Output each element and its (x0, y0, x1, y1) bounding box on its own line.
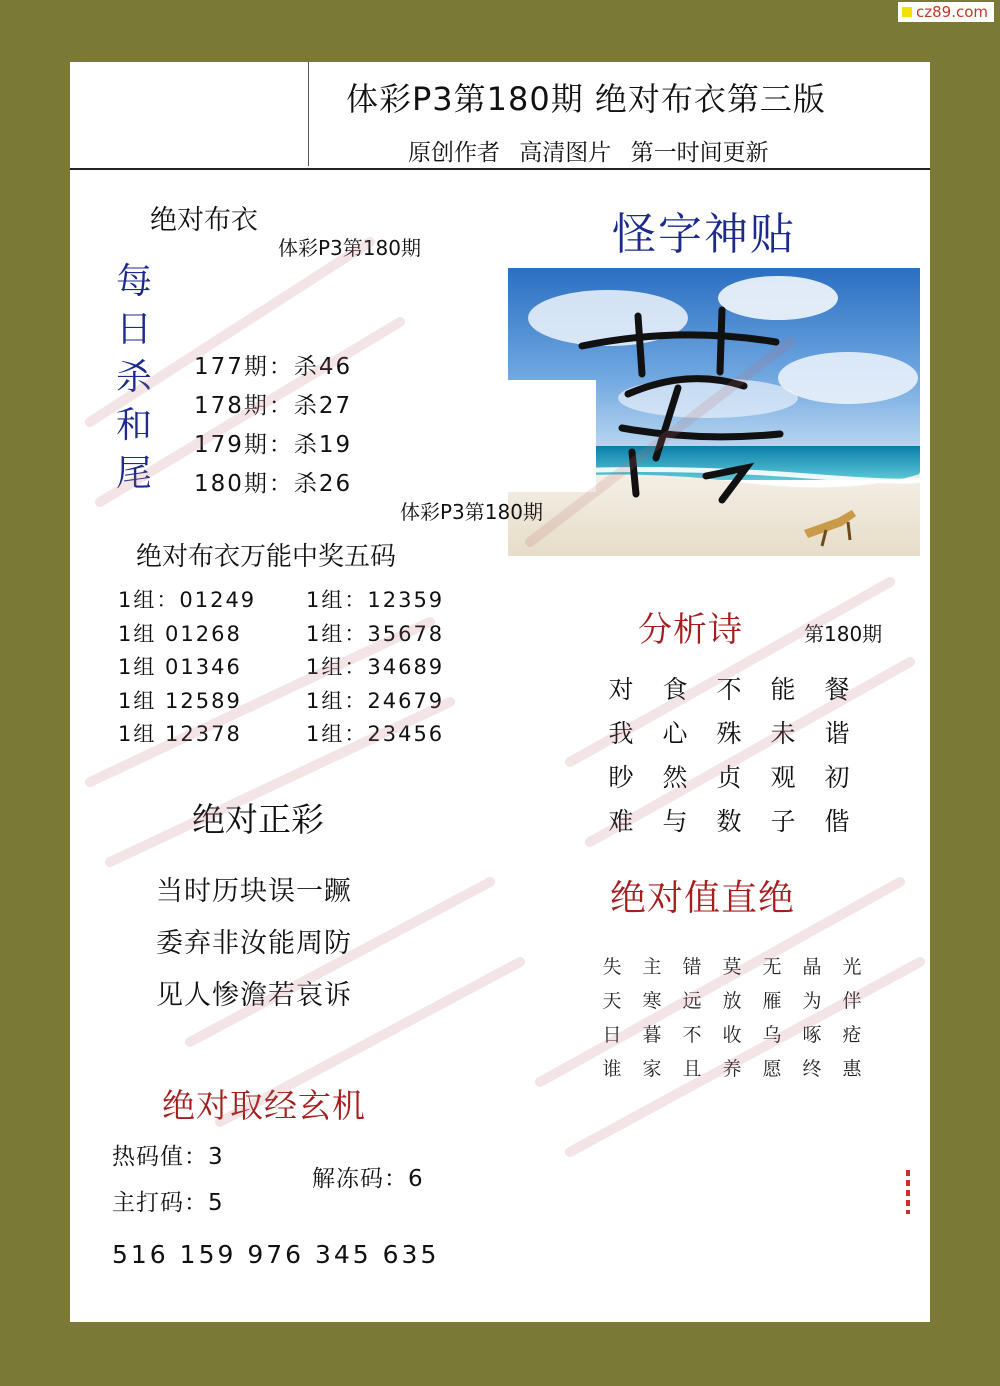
poem-char: 不 (682, 1024, 702, 1046)
poem-char: 能 (770, 675, 796, 704)
unfreeze-code: 解冻码：6 (312, 1166, 424, 1192)
kill-list (194, 348, 352, 504)
analysis-poem-issue: 第180期 (804, 622, 883, 646)
badge-square-icon (902, 7, 912, 17)
poem-char: 食 (662, 675, 688, 704)
qujing-numbers: 516 159 976 345 635 (112, 1240, 440, 1269)
poem-line: 见人惨澹若哀诉 (156, 980, 352, 1011)
poem-char: 偕 (824, 807, 850, 836)
cloud (778, 352, 918, 404)
beach-image (508, 268, 920, 556)
poem-char: 寒 (642, 990, 662, 1012)
poem-char: 眇 (608, 763, 634, 792)
poem-char: 谁 (602, 1058, 622, 1080)
five-code-group: 1组 12378 (118, 722, 242, 746)
poem-char: 暮 (642, 1024, 662, 1046)
five-code-group: 1组：35678 (306, 621, 445, 646)
zhijue-poem-grid (592, 950, 872, 1086)
content-page (70, 62, 930, 1322)
poem-char: 终 (802, 1058, 822, 1080)
poem-char: 初 (824, 763, 850, 792)
poem-char: 养 (722, 1058, 742, 1080)
poem-char: 伴 (842, 990, 862, 1012)
five-code-group: 1组 01346 (118, 655, 242, 679)
kill-section-issue: 体彩P3第180期 (278, 236, 421, 260)
poem-char: 子 (770, 807, 796, 836)
vertical-char: 杀 (115, 357, 152, 398)
vertical-label (114, 258, 154, 498)
kill-row: 177期：杀46 (194, 354, 353, 380)
five-code-right-column (306, 584, 444, 752)
poem-char: 我 (608, 719, 634, 748)
cloud (718, 276, 838, 320)
five-code-group: 1组：24679 (306, 688, 445, 713)
hot-code: 热码值：3 (112, 1144, 224, 1170)
poem-char: 光 (842, 956, 862, 978)
poem-char: 主 (642, 956, 662, 978)
page-title: 体彩P3第180期 绝对布衣第三版 (346, 80, 826, 118)
zhijue-title: 绝对值直绝 (610, 878, 796, 919)
kill-row: 179期：杀19 (194, 432, 353, 458)
poem-line: 当时历块误一蹶 (156, 876, 352, 907)
poem-char: 错 (682, 956, 702, 978)
five-code-group: 1组：01249 (118, 588, 257, 612)
header-divider-tick (308, 62, 309, 166)
poem-char: 餐 (824, 675, 850, 704)
poem-char: 与 (662, 807, 688, 836)
page-subtitle: 原创作者 高清图片 第一时间更新 (408, 140, 769, 166)
zhengcai-poem (156, 866, 352, 1022)
poem-char: 谐 (824, 719, 850, 748)
poem-char: 乌 (762, 1024, 782, 1046)
poem-char: 天 (602, 990, 622, 1012)
poem-char: 无 (762, 956, 782, 978)
poem-char: 且 (682, 1058, 702, 1080)
poem-char: 啄 (802, 1024, 822, 1046)
beach-scene (508, 268, 920, 556)
poem-char: 放 (722, 990, 742, 1012)
five-code-group: 1组：34689 (306, 655, 445, 679)
guaizi-issue: 体彩P3第180期 (400, 500, 543, 524)
vertical-char: 每 (115, 261, 152, 302)
kill-row: 180期：杀26 (194, 471, 353, 497)
zhengcai-title: 绝对正彩 (192, 800, 324, 839)
poem-char: 日 (602, 1024, 622, 1046)
main-code: 主打码：5 (112, 1190, 224, 1216)
poem-char: 对 (608, 675, 634, 704)
kill-row: 178期：杀27 (194, 393, 353, 419)
vertical-char: 日 (115, 309, 152, 350)
poem-char: 家 (642, 1058, 662, 1080)
vertical-char: 和 (115, 405, 152, 446)
red-dashed-marker (906, 1170, 910, 1214)
poem-char: 雁 (762, 990, 782, 1012)
site-badge[interactable] (898, 2, 994, 22)
poem-char: 不 (716, 675, 742, 704)
five-code-group: 1组 01268 (118, 621, 242, 646)
white-patch (508, 380, 596, 492)
poem-char: 惠 (842, 1058, 862, 1080)
poem-char: 收 (722, 1024, 742, 1046)
analysis-poem-title: 分析诗 (638, 610, 743, 650)
poem-char: 心 (662, 719, 688, 748)
poem-char: 晶 (802, 956, 822, 978)
poem-char: 远 (682, 990, 702, 1012)
five-code-left-column (118, 584, 256, 752)
poem-char: 疮 (842, 1024, 862, 1046)
kill-section-title: 绝对布衣 (150, 205, 258, 236)
poem-char: 数 (716, 807, 742, 836)
poem-char: 观 (770, 763, 796, 792)
site-badge-text: cz89.com (915, 3, 988, 21)
poem-char: 然 (662, 763, 688, 792)
five-code-group: 1组：23456 (306, 722, 445, 746)
poem-char: 为 (802, 990, 822, 1012)
analysis-poem-grid (594, 668, 864, 844)
qujing-title: 绝对取经玄机 (162, 1086, 366, 1125)
five-code-group: 1组：12359 (306, 588, 445, 612)
poem-char: 难 (608, 807, 634, 836)
header-rule (70, 168, 930, 170)
poem-char: 莫 (722, 956, 742, 978)
poem-char: 殊 (716, 719, 742, 748)
vertical-char: 尾 (115, 453, 152, 494)
guaizi-title: 怪字神贴 (612, 209, 796, 260)
poem-char: 愿 (762, 1058, 782, 1080)
poem-char: 失 (602, 956, 622, 978)
five-code-title: 绝对布衣万能中奖五码 (136, 542, 397, 572)
poem-char: 未 (770, 719, 796, 748)
five-code-group: 1组 12589 (118, 688, 242, 713)
poem-line: 委弃非汝能周防 (156, 928, 352, 959)
poem-char: 贞 (716, 763, 742, 792)
